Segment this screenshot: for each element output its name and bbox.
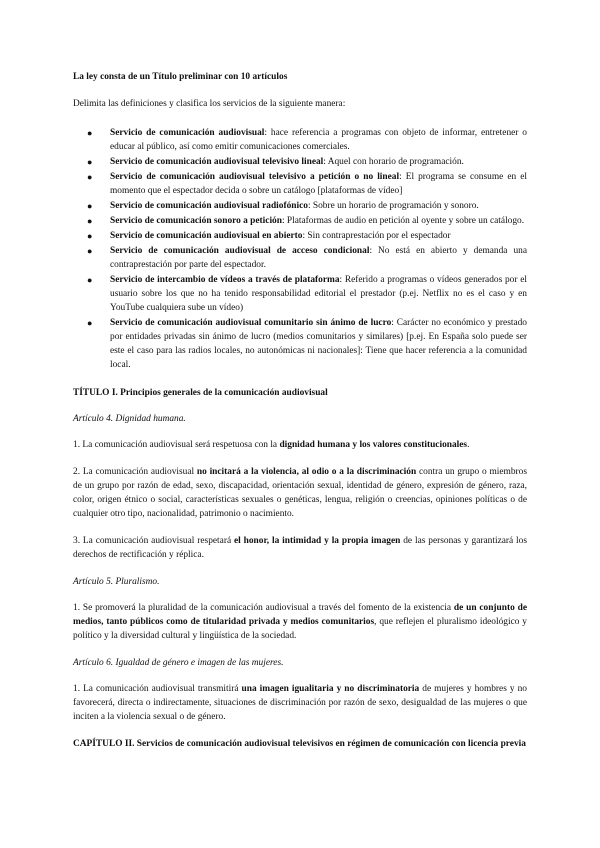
service-desc: : Sin contraprestación por el espectador — [302, 231, 451, 241]
service-term: Servicio de intercambio de vídeos a través de plataforma — [110, 275, 340, 285]
service-term: Servicio de comunicación sonoro a petición — [110, 216, 282, 226]
list-item — [73, 316, 527, 372]
services-list — [73, 126, 527, 372]
service-desc: : Carácter no económico y prestado por entidades privadas sin ánimo de lucro (medios comunitarios y similares) [p.ej. En España solo puede ser este el caso para las radios locales, no autonómicas ni nacionales]: Tiene que hacer referencia a la comunidad local. — [110, 318, 527, 370]
list-item — [73, 273, 527, 315]
service-desc: : hace referencia a programas con objeto de informar, entretener o educar al público, así como emitir comunicaciones comerciales. — [110, 128, 527, 152]
service-term: Servicio de comunicación audiovisual en abierto — [110, 231, 303, 241]
list-item — [73, 214, 527, 228]
article-4-paragraph-2: 2. La comunicación audiovisual no incitará a la violencia, al odio o a la discriminación contra un grupo o miembros de un grupo por razón de edad, sexo, discapacidad, orientación sexual, identidad de género, expresión de género, raza, color, origen étnico o social, características sexuales o genéticas, lengua, religión o creencias, opiniones políticas o de cualquier otro tipo, nacionalidad, patrimonio o nacimiento. — [73, 467, 527, 519]
bullet-icon: ● — [87, 128, 93, 138]
list-item — [73, 170, 527, 198]
article-6-paragraph-1: 1. La comunicación audiovisual transmitirá una imagen igualitaria y no discriminatoria de mujeres y hombres y no favorecerá, directa o indirectamente, situaciones de discriminación por razón de sexo, desigualdad de las mujeres o que inciten a la violencia sexual o de género. — [73, 684, 527, 722]
intro-heading: La ley consta de un Título preliminar con 10 artículos — [73, 72, 288, 82]
bullet-icon: ● — [87, 231, 93, 241]
title-i-heading: TÍTULO I. Principios generales de la comunicación audiovisual — [73, 388, 328, 398]
service-desc: : Referido a programas o vídeos generados por el usuario sobre los que no ha tenido responsabilidad editorial el prestador (p.ej. Netflix no es el caso y en YouTube cualquiera sube un vídeo) — [110, 275, 527, 313]
list-item — [73, 244, 527, 272]
bullet-icon: ● — [87, 216, 93, 226]
bullet-icon: ● — [87, 275, 93, 285]
service-desc: : Plataformas de audio en petición al oyente y sobre un catálogo. — [281, 216, 525, 226]
bullet-icon: ● — [87, 246, 93, 256]
article-6-title: Artículo 6. Igualdad de género e imagen de las mujeres. — [73, 658, 284, 668]
article-5-paragraph-1: 1. Se promoverá la pluralidad de la comunicación audiovisual a través del fomento de la existencia de un conjunto de medios, tanto públicos como de titularidad privada y medios comunitarios, que reflejen el pluralismo ideológico y político y la diversidad cultural y lingüística de la sociedad. — [73, 603, 527, 641]
service-term: Servicio de comunicación audiovisual — [110, 128, 265, 138]
service-term: Servicio de comunicación audiovisual radiofónico — [110, 201, 308, 211]
bullet-icon: ● — [87, 157, 93, 167]
article-4-title: Artículo 4. Dignidad humana. — [73, 414, 186, 424]
bullet-icon: ● — [87, 318, 93, 328]
service-desc: : Sobre un horario de programación y sonoro. — [307, 201, 479, 211]
list-item — [73, 126, 527, 154]
list-item — [73, 155, 527, 169]
article-5-title: Artículo 5. Pluralismo. — [73, 577, 160, 587]
service-desc: : Aquel con horario de programación. — [323, 157, 464, 167]
chapter-ii-heading: CAPÍTULO II. Servicios de comunicación audiovisual televisivos en régimen de comunicación con licencia previa — [73, 739, 526, 749]
article-4-paragraph-3: 3. La comunicación audiovisual respetará el honor, la intimidad y la propia imagen de las personas y garantizará los derechos de rectificación y réplica. — [73, 536, 527, 560]
intro-text: Delimita las definiciones y clasifica los servicios de la siguiente manera: — [73, 99, 346, 109]
service-term: Servicio de comunicación audiovisual televisivo a petición o no lineal — [110, 172, 400, 182]
bullet-icon: ● — [87, 172, 93, 182]
list-item — [73, 199, 527, 213]
service-term: Servicio de comunicación audiovisual comunitario sin ánimo de lucro — [110, 318, 392, 328]
service-term: Servicio de comunicación audiovisual de acceso condicional — [110, 246, 370, 256]
article-4-paragraph-1: 1. La comunicación audiovisual será respetuosa con la dignidad humana y los valores constitucionales. — [73, 440, 470, 450]
service-term: Servicio de comunicación audiovisual televisivo lineal — [110, 157, 324, 167]
service-desc: : No está en abierto y demanda una contraprestación por parte del espectador. — [110, 246, 527, 270]
bullet-icon: ● — [87, 201, 93, 211]
list-item — [73, 229, 527, 243]
service-desc: : El programa se consume en el momento que el espectador decida o sobre un catálogo [plataformas de vídeo] — [110, 172, 527, 196]
